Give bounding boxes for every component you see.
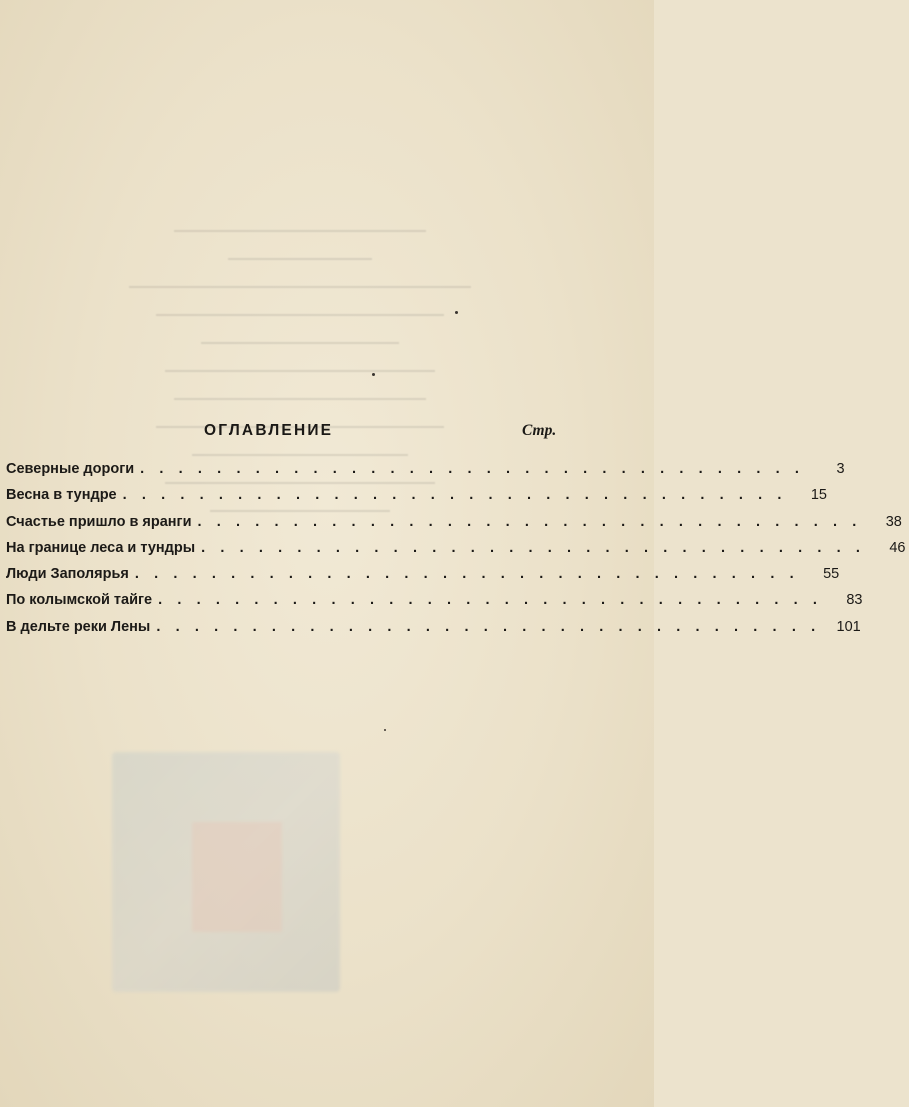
table-of-contents	[6, 461, 906, 645]
page-column-label: Стр.	[522, 422, 557, 439]
toc-entry-page: 55	[823, 566, 840, 583]
toc-entry	[6, 539, 906, 566]
toc-header	[0, 422, 654, 446]
ink-speck	[384, 729, 386, 731]
toc-entry	[6, 461, 845, 487]
toc-entry	[6, 487, 827, 513]
toc-heading: ОГЛАВЛЕНИЕ	[204, 422, 334, 439]
toc-entry-title: По колымской тайге	[6, 592, 153, 609]
toc-entry-title: Люди Заполярья	[6, 566, 129, 583]
dot-leader: . . . . . . . . . . . . . . . . . . . . . . . . . . . . . . . . . . .	[158, 592, 823, 609]
toc-entry	[6, 513, 902, 540]
toc-entry-page: 3	[836, 461, 845, 477]
ink-speck	[455, 311, 458, 314]
ink-speck	[372, 373, 375, 376]
toc-entry-title: На границе леса и тундры	[6, 539, 196, 556]
toc-entry-title: В дельте реки Лены	[6, 618, 151, 635]
toc-entry-page: 101	[836, 618, 861, 635]
toc-entry	[6, 618, 861, 645]
show-through-stamp	[112, 752, 340, 992]
toc-entry	[6, 592, 863, 618]
dot-leader: . . . . . . . . . . . . . . . . . . . . . . . . . . . . . . . . . . .	[122, 487, 787, 504]
toc-entry-page: 83	[846, 592, 863, 609]
toc-entry-page: 46	[889, 539, 906, 556]
dot-leader: . . . . . . . . . . . . . . . . . . . . . . . . . . . . . . . . . . .	[201, 539, 866, 556]
dot-leader: . . . . . . . . . . . . . . . . . . . . . . . . . . . . . . . . . . .	[134, 566, 800, 583]
dot-leader: . . . . . . . . . . . . . . . . . . . . . . . . . . . . . . . . . . .	[140, 461, 805, 477]
toc-entry	[6, 566, 840, 592]
toc-entry-page: 38	[885, 513, 902, 530]
dot-leader: . . . . . . . . . . . . . . . . . . . . . . . . . . . . . . . . . . .	[197, 513, 862, 530]
toc-entry-title: Счастье пришло в яранги	[6, 513, 192, 530]
dot-leader: . . . . . . . . . . . . . . . . . . . . . . . . . . . . . . . . . . .	[156, 618, 821, 635]
toc-entry-page: 15	[810, 487, 827, 504]
toc-entry-title: Северные дороги	[6, 461, 135, 477]
toc-entry-title: Весна в тундре	[6, 487, 117, 504]
